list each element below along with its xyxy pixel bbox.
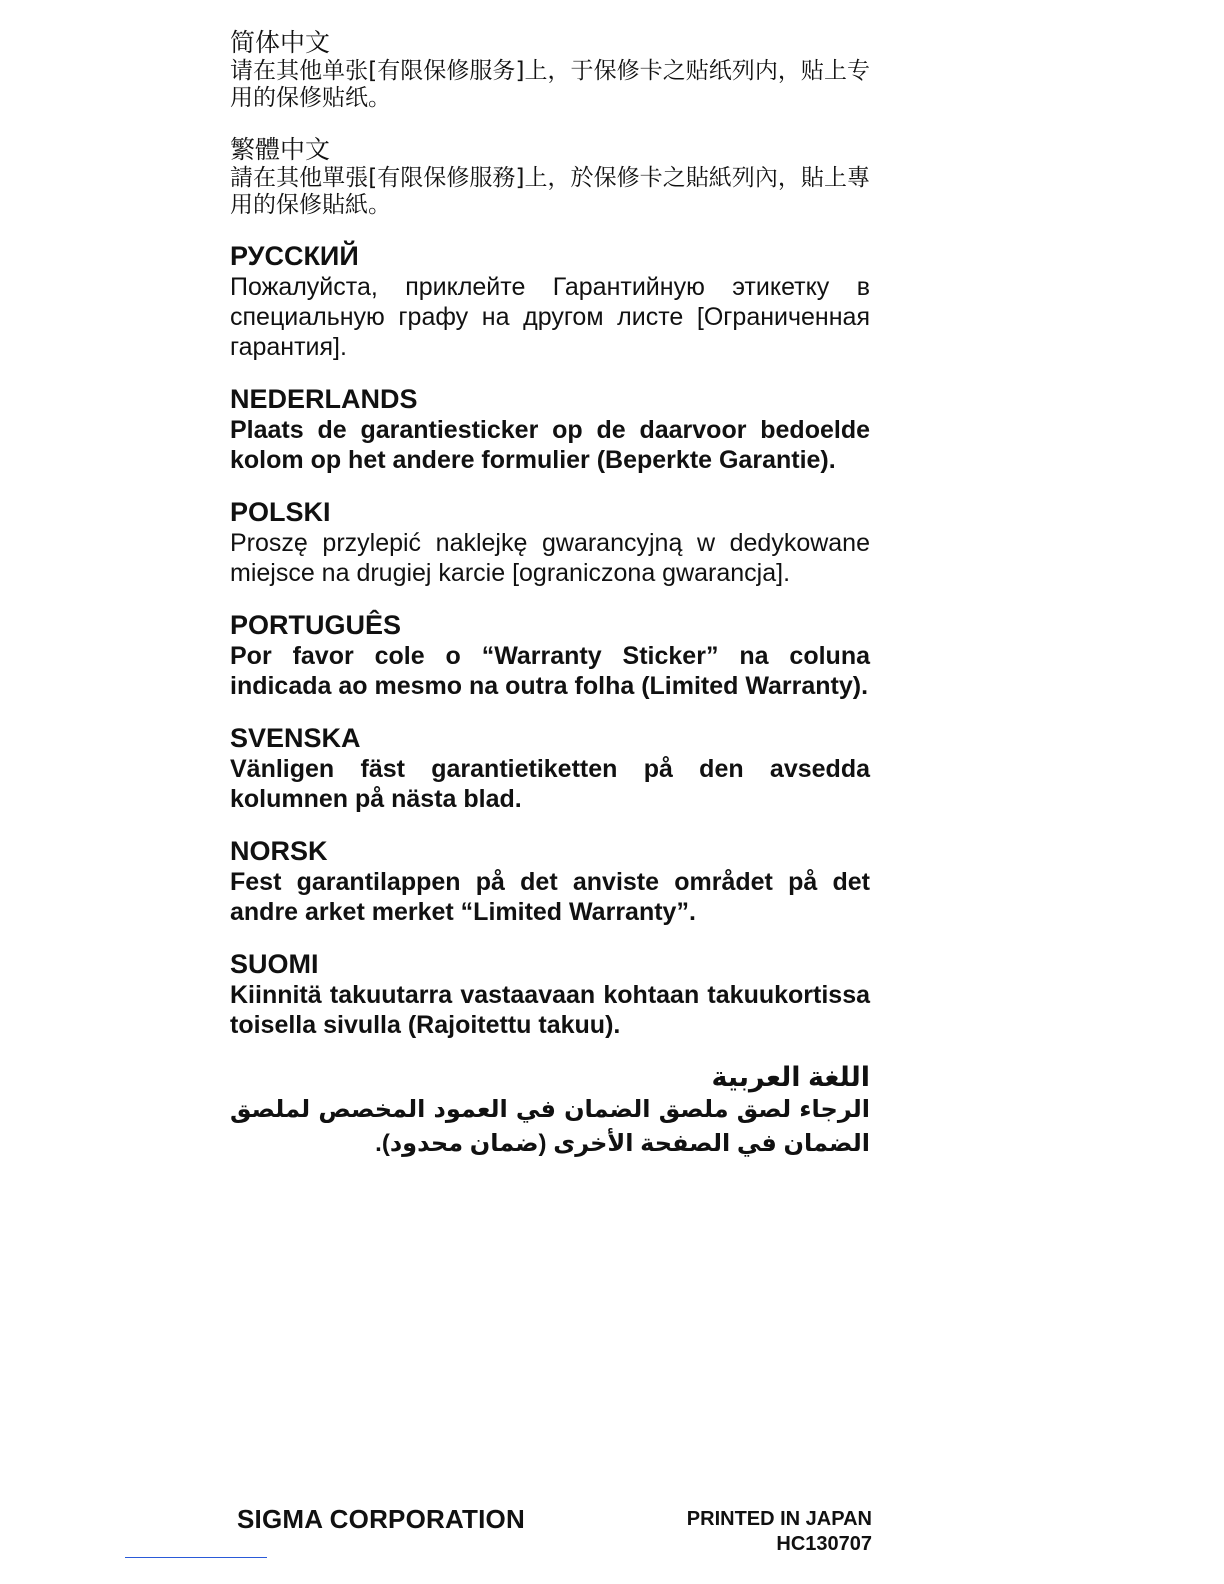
section-body: 請在其他單張[有限保修服務]上，於保修卡之貼紙列內，貼上專用的保修貼紙。 <box>230 165 870 218</box>
section-dutch <box>230 384 870 475</box>
section-polish <box>230 497 870 588</box>
company-name: SIGMA CORPORATION <box>237 1504 525 1534</box>
section-heading: РУССКИЙ <box>230 241 359 271</box>
section-arabic <box>230 1062 870 1161</box>
section-heading: PORTUGUÊS <box>230 610 402 640</box>
section-russian <box>230 241 870 362</box>
section-body: Пожалуйста, приклейте Гарантийную этикетку в специальную графу на другом листе [Ограниченная гарантия]. <box>230 273 870 361</box>
section-body: Fest garantilappen på det anviste området på det andre arket merket “Limited Warranty”. <box>230 868 870 926</box>
instructions-column <box>230 27 870 1183</box>
section-norwegian <box>230 836 870 927</box>
section-heading: 简体中文 <box>230 28 331 57</box>
section-portuguese <box>230 610 870 701</box>
section-body: الرجاء لصق ملصق الضمان في العمود المخصص لملصق الضمان في الصفحة الأخرى (ضمان محدود). <box>230 1096 870 1157</box>
footer-divider <box>125 1557 267 1558</box>
section-heading: POLSKI <box>230 497 331 527</box>
section-body: Vänligen fäst garantietiketten på den avsedda kolumnen på nästa blad. <box>230 755 870 813</box>
section-heading: NORSK <box>230 836 328 866</box>
section-heading: SVENSKA <box>230 723 361 753</box>
section-swedish <box>230 723 870 814</box>
section-heading: NEDERLANDS <box>230 384 418 414</box>
section-heading: 繁體中文 <box>230 135 331 164</box>
section-body: Por favor cole o “Warranty Sticker” na coluna indicada ao mesmo na outra folha (Limited Warranty). <box>230 642 870 700</box>
section-traditional-chinese <box>230 134 870 219</box>
section-heading: SUOMI <box>230 949 319 979</box>
section-body: Kiinnitä takuutarra vastaavaan kohtaan takuukortissa toisella sivulla (Rajoitettu takuu). <box>230 981 870 1039</box>
section-heading: اللغة العربية <box>711 1062 870 1092</box>
document-code: HC130707 <box>776 1533 872 1555</box>
section-finnish <box>230 949 870 1040</box>
section-body: Proszę przylepić naklejkę gwarancyjną w dedykowane miejsce na drugiej karcie [ograniczona gwarancja]. <box>230 529 870 587</box>
section-body: Plaats de garantiesticker op de daarvoor bedoelde kolom op het andere formulier (Beperkte Garantie). <box>230 416 870 474</box>
printed-in-label: PRINTED IN JAPAN <box>686 1508 872 1530</box>
section-body: 请在其他单张[有限保修服务]上，于保修卡之贴纸列内，贴上专用的保修贴纸。 <box>230 58 870 111</box>
print-info <box>660 1507 872 1557</box>
section-simplified-chinese <box>230 27 870 112</box>
